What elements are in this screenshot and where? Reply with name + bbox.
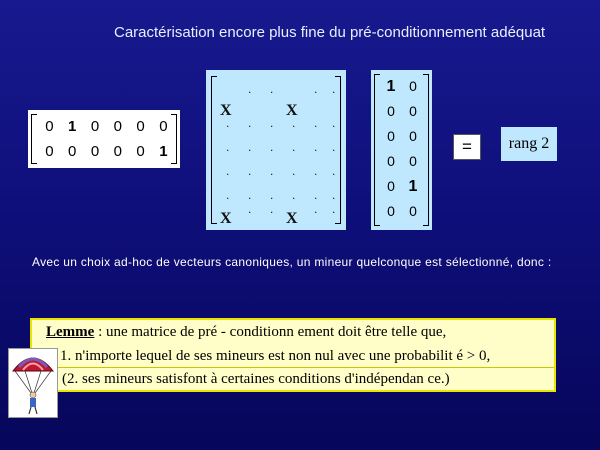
matrix-dot: .: [226, 116, 230, 130]
matrix-x-entry: X: [220, 210, 232, 227]
matrix-dot: .: [314, 82, 318, 96]
lemma-divider: [32, 367, 554, 368]
matrix-row: [380, 128, 424, 144]
equals-sign: =: [453, 134, 481, 160]
lemma-intro: : une matrice de pré - conditionn ement doit être telle que,: [94, 324, 447, 340]
matrix-cell: 0: [409, 203, 417, 219]
matrix-x-entry: X: [220, 102, 232, 119]
matrix-row: [380, 153, 424, 169]
lemma-label: Lemme: [46, 324, 95, 340]
matrix-cell: 0: [159, 118, 168, 135]
matrix-cell: 0: [409, 78, 417, 94]
matrix-dot: .: [314, 188, 318, 202]
matrix-dot: .: [248, 188, 252, 202]
matrix-cell: 0: [387, 103, 395, 119]
lemma-item-2: (2. ses mineurs satisfont à certaines conditions d'indépendan ce.): [62, 371, 450, 387]
matrix-dot: .: [270, 202, 274, 216]
matrix-cell: 0: [409, 103, 417, 119]
matrix-cell: 1: [408, 178, 418, 195]
matrix-row: [38, 143, 175, 160]
matrix-cell: 1: [386, 78, 396, 95]
explanation-text: Avec un choix ad-hoc de vecteurs canoniques, un mineur quelconque est sélectionné, donc :: [32, 255, 552, 269]
matrix-cell: 0: [68, 143, 77, 160]
matrix-dot: .: [226, 140, 230, 154]
matrix-row: [380, 203, 424, 219]
matrix-dot: .: [292, 116, 296, 130]
selection-matrix: [28, 110, 180, 168]
lemma-statement: [46, 324, 446, 341]
matrix-x-entry: X: [286, 102, 298, 119]
lemma-box: [30, 318, 556, 392]
matrix-dot: .: [314, 164, 318, 178]
matrix-cell: 0: [45, 143, 54, 160]
matrix-dot: .: [226, 188, 230, 202]
matrix-cell: 0: [387, 203, 395, 219]
matrix-cell: 0: [113, 143, 122, 160]
matrix-dot: .: [332, 82, 336, 96]
matrix-cell: 0: [45, 118, 54, 135]
matrix-dot: .: [248, 202, 252, 216]
matrix-cell: 0: [409, 153, 417, 169]
matrix-cell: 0: [387, 178, 395, 194]
slide-title: Caractérisation encore plus fine du pré-conditionnement adéquat: [114, 24, 546, 41]
matrix-row: [380, 103, 424, 119]
matrix-dot: .: [332, 116, 336, 130]
matrix-dot: .: [270, 188, 274, 202]
parachute-icon: [8, 348, 58, 418]
matrix-dot: .: [314, 140, 318, 154]
canonical-vectors-matrix: [371, 70, 432, 230]
matrix-row: [380, 78, 424, 96]
matrix-cell: 0: [113, 118, 122, 135]
matrix-dot: .: [332, 188, 336, 202]
left-bracket: [211, 76, 217, 224]
left-bracket: [31, 114, 37, 164]
matrix-dot: .: [314, 202, 318, 216]
matrix-dot: .: [270, 82, 274, 96]
matrix-dot: .: [292, 164, 296, 178]
matrix-cell: 0: [136, 118, 145, 135]
matrix-dot: .: [270, 116, 274, 130]
matrix-dot: .: [248, 164, 252, 178]
matrix-cell: 0: [409, 128, 417, 144]
matrix-row: [38, 118, 175, 135]
matrix-dot: .: [226, 164, 230, 178]
right-bracket: [335, 76, 341, 224]
matrix-dot: .: [248, 116, 252, 130]
matrix-cell: 0: [136, 143, 145, 160]
matrix-dot: .: [270, 164, 274, 178]
matrix-cell: 0: [90, 118, 100, 135]
matrix-dot: .: [248, 140, 252, 154]
matrix-cell: 0: [387, 128, 395, 144]
matrix-dot: .: [248, 82, 252, 96]
lemma-item-1: 1. n'importe lequel de ses mineurs est non nul avec une probabilit é > 0,: [60, 348, 491, 364]
matrix-dot: .: [314, 116, 318, 130]
matrix-cell: 0: [387, 153, 395, 169]
matrix-x-entry: X: [286, 210, 298, 227]
x-matrix: [206, 70, 346, 230]
matrix-cell: 1: [68, 118, 77, 135]
rank-label: rang 2: [501, 127, 557, 161]
matrix-row: [380, 178, 424, 196]
matrix-dot: .: [332, 164, 336, 178]
matrix-dot: .: [292, 188, 296, 202]
matrix-cell: 1: [159, 143, 168, 160]
matrix-dot: .: [332, 140, 336, 154]
matrix-dot: .: [270, 140, 274, 154]
matrix-dot: .: [292, 140, 296, 154]
matrix-cell: 0: [90, 143, 100, 160]
matrix-dot: .: [332, 202, 336, 216]
